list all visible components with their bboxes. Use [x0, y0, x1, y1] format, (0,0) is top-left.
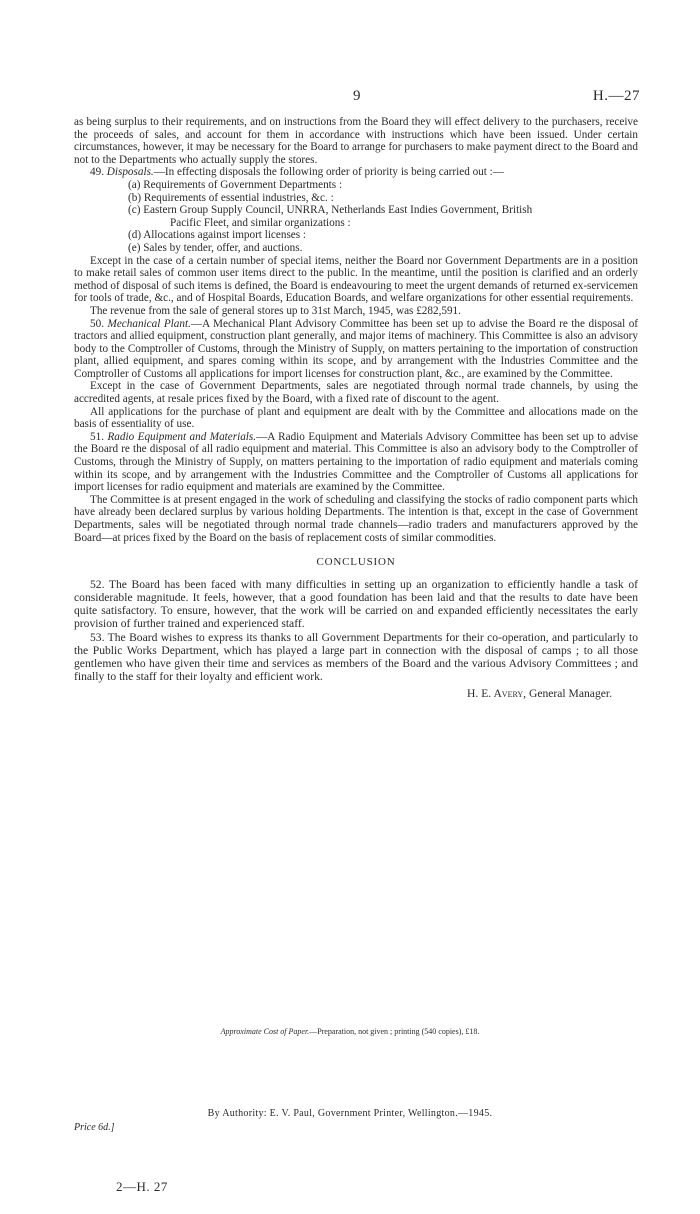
page-number: 9: [353, 88, 361, 104]
page-header: [0, 88, 700, 108]
price: Price 6d.]: [74, 1122, 115, 1133]
list-item: (e) Sales by tender, offer, and auctions.: [128, 241, 303, 254]
paragraph-heading: Radio Equipment and Materials.: [107, 430, 257, 443]
list-item: (b) Requirements of essential industries, &c. :: [128, 191, 334, 204]
paragraph-51: [74, 431, 638, 494]
paragraph-trade-channels: Except in the case of Government Departments, sales are negotiated through normal trade channels, by using the accredited agents, at resale prices fixed by the Board, with a fixed rate of discount to the agent.: [74, 380, 638, 406]
list-item: (c) Eastern Group Supply Council, UNRRA, Netherlands East Indies Government, British: [128, 204, 533, 217]
paragraph-text: —A Mechanical Plant Advisory Committee has been set up to advise the Board re the disposal of tractors and allied equipment, construction plant generally, and major items of machinery. This Committee is also an advisory body to the Comptroller of Customs, through the Ministry of Supply, on matters pertaining to the importation of construction plant, allied equipment, and spares coming within its scope, and by arrangement with the Industries Committee and the Comptroller of Customs all applications for import licenses for construction plant, &c., are examined by the Committee.: [74, 317, 639, 380]
paragraph-49: [74, 166, 638, 179]
paragraph-52: 52. The Board has been faced with many difficulties in setting up an organization to efficiently handle a task of considerable magnitude. It feels, however, that a good foundation has been laid and that the results to date have been quite satisfactory. To ensure, however, that the work will be carried on and expanded efficiently necessitates the early provision of further trained and experienced staff.: [74, 577, 638, 631]
paragraph-number: 49.: [90, 166, 104, 179]
list-item-continuation: Pacific Fleet, and similar organizations :: [170, 216, 351, 229]
paragraph-53: 53. The Board wishes to express its thanks to all Government Departments for their co-operation, and particularly to the Public Works Department, which has played a large part in connection with the disposal of camps ; to all those gentlemen who have given their time and services as members of the Board and the various Advisory Committees ; and finally to the staff for their loyalty and efficient work.: [74, 630, 638, 684]
signature: [74, 687, 638, 700]
cost-label: Approximate Cost of Paper.: [220, 1027, 310, 1036]
cost-note: [0, 1027, 700, 1036]
body-text: [74, 116, 638, 701]
paragraph-text: —In effecting disposals the following order of priority is being carried out :—: [153, 166, 504, 179]
paragraph-retail-sales: Except in the case of a certain number of special items, neither the Board nor Government Departments are in a position to make retail sales of common user items direct to the public. In the meantime, until the position is clarified and an orderly method of disposal of such items is defined, the Board is endeavouring to meet the urgent demands of returned ex-servicemen for tools of trade, &c., and of Hospital Boards, Education Boards, and welfare organizations for other essential requirements.: [74, 254, 638, 305]
paragraph-heading: Mechanical Plant.: [107, 317, 191, 330]
document-reference: H.—27: [592, 88, 640, 104]
signature-mark: 2—H. 27: [116, 1179, 168, 1194]
paragraph-text: —A Radio Equipment and Materials Advisory Committee has been set up to advise the Board re the disposal of all radio equipment and material. This Committee is also an advisory body to the Comptroller of Customs, through the Ministry of Supply, on matters pertaining to the importation of radio equipment and materials coming within its scope, and by arrangement with the Industries Committee and the Comptroller of Customs all applications for import licenses for radio equipment and materials are examined by the Committee.: [74, 430, 638, 494]
signature-name: H. E. Avery,: [467, 687, 527, 701]
signature-title: General Manager.: [528, 687, 612, 701]
paragraph-heading: Disposals.: [106, 166, 154, 179]
list-item: (a) Requirements of Government Departments :: [128, 178, 343, 191]
section-heading: CONCLUSION: [316, 556, 396, 569]
list-item: (d) Allocations against import licenses :: [128, 229, 307, 242]
paragraph-continuation: as being surplus to their requirements, and on instructions from the Board they will effect delivery to the purchasers, receive the proceeds of sales, and account for them in accordance with instructions which have been issued. Under certain circumstances, however, it may be necessary for the Board to arrange for purchasers to make payment direct to the Board and not to the Departments who actually supply the stores.: [74, 116, 638, 166]
paragraph-number: 51.: [90, 430, 104, 443]
paragraph-committee-work: The Committee is at present engaged in the work of scheduling and classifying the stocks of radio component parts which have already been declared surplus by various holding Departments. The intention is that, except in the case of Government Departments, sales will be negotiated through normal trade channels—radio traders and manufacturers approved by the Board—at prices fixed by the Board on the basis of replacement costs of similar commodities.: [74, 493, 638, 544]
paragraph-number: 50.: [90, 317, 104, 330]
paragraph-applications: All applications for the purchase of plant and equipment are dealt with by the Committee and allocations made on the basis of essentiality of use.: [74, 405, 638, 431]
paragraph-revenue: The revenue from the sale of general stores up to 31st March, 1945, was £282,591.: [90, 304, 461, 317]
conclusion-section: [74, 578, 638, 701]
cost-text: —Preparation, not given ; printing (540 copies), £18.: [309, 1027, 480, 1036]
printer-authority: By Authority: E. V. Paul, Government Printer, Wellington.—1945.: [207, 1108, 493, 1119]
paragraph-50: [74, 318, 638, 381]
